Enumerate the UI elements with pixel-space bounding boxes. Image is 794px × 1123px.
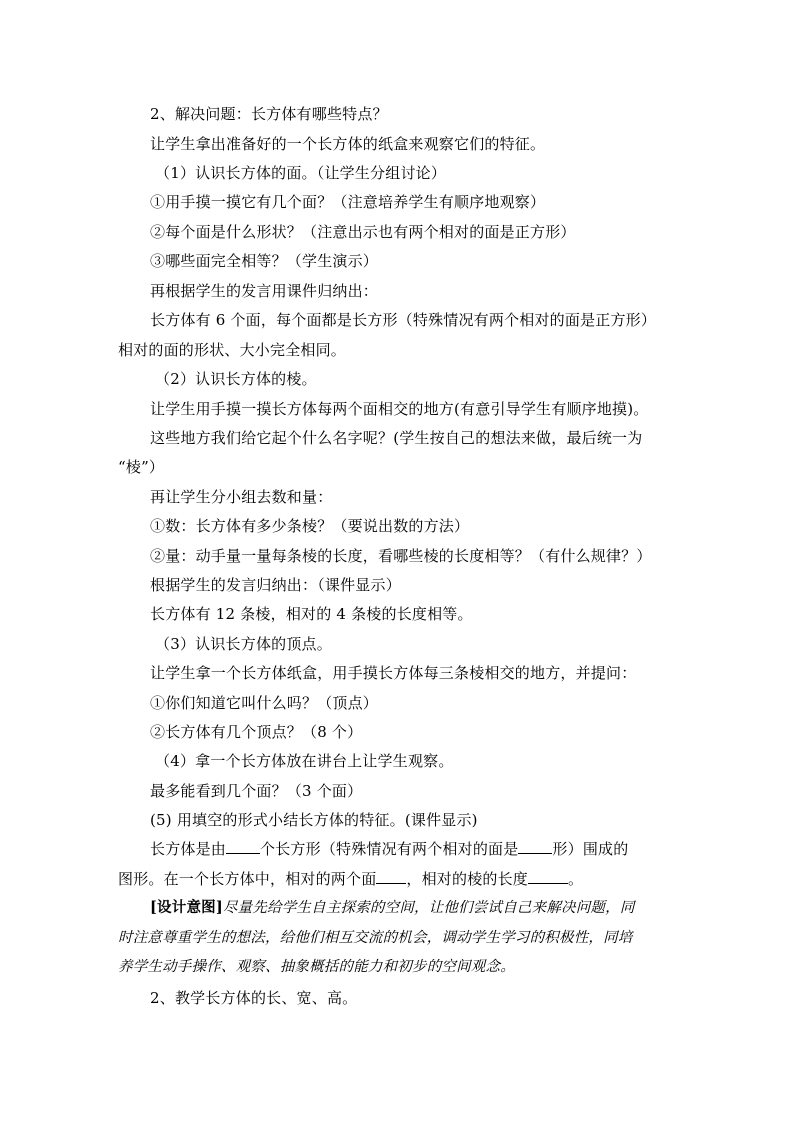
design-intent-line: 时注意尊重学生的想法，给他们相互交流的机会，调动学生学习的积极性，同培 [118, 930, 633, 946]
fill-in-text: ，相对的棱的长度 [406, 870, 529, 888]
paragraph-line: 让学生用手摸一摸长方体每两个面相交的地方(有意引导学生有顺序地摸)。 [150, 400, 649, 418]
fill-in-text: 形）围成的 [552, 840, 629, 858]
paragraph-line: 再让学生分小组去数和量： [150, 488, 333, 506]
paragraph-line: “棱”） [118, 458, 165, 476]
paragraph-line: ②长方体有几个顶点？（8 个） [150, 723, 363, 741]
paragraph-line: 相对的面的形状、大小完全相同。 [118, 341, 347, 359]
paragraph-line: 根据学生的发言归纳出：（课件显示） [150, 576, 401, 594]
fill-in-line-1 [150, 839, 710, 859]
fill-in-text: 图形。在一个长方体中，相对的两个面 [118, 870, 377, 888]
fill-in-text: 长方体是由 [150, 840, 227, 858]
paragraph-line: ③哪些面完全相等？（学生演示） [150, 252, 379, 270]
subsection-heading: （1）认识长方体的面。（让学生分组讨论） [155, 164, 447, 182]
paragraph-line: ②量：动手量一量每条棱的长度，看哪些棱的长度相等？（有什么规律？） [150, 547, 652, 565]
fill-in-text: 个长方形（特殊情况有两个相对的面是 [260, 840, 519, 858]
design-intent-line [150, 898, 710, 918]
design-intent-label: [设计意图] [150, 899, 223, 916]
fill-in-text: 。 [568, 870, 584, 888]
paragraph-line: 让学生拿一个长方体纸盒，用手摸长方体每三条棱相交的地方，并提问： [150, 664, 637, 682]
subsection-heading: （3）认识长方体的顶点。 [155, 635, 332, 653]
fill-in-blank [226, 839, 260, 854]
paragraph-line: 让学生拿出准备好的一个长方体的纸盒来观察它们的特征。 [150, 135, 546, 153]
subsection-heading: （2）认识长方体的棱。 [155, 370, 317, 388]
paragraph-line: ①用手摸一摸它有几个面？（注意培养学生有顺序地观察） [150, 193, 546, 211]
paragraph-line: ①数：长方体有多少条棱？（要说出数的方法） [150, 517, 470, 535]
paragraph-line: ②每个面是什么形状？（注意出示也有两个相对的面是正方形） [150, 223, 576, 241]
fill-in-blank [528, 869, 568, 884]
paragraph-line: 再根据学生的发言用课件归纳出： [150, 282, 379, 300]
paragraph-line: 这些地方我们给它起个什么名字呢？(学生按自己的想法来做，最后统一为 [150, 429, 643, 447]
design-intent-text: 尽量先给学生自主探索的空间，让他们尝试自己来解决问题，同 [222, 900, 635, 916]
subsection-heading: （4）拿一个长方体放在讲台上让学生观察。 [155, 752, 454, 770]
fill-in-line-2 [118, 869, 678, 889]
fill-in-blank [376, 869, 406, 884]
section-heading: 2、解决问题：长方体有哪些特点？ [150, 105, 388, 123]
paragraph-line: 长方体有 12 条棱，相对的 4 条棱的长度相等。 [150, 605, 473, 623]
fill-in-blank [518, 839, 552, 854]
paragraph-line: 最多能看到几个面？（3 个面） [150, 782, 363, 800]
subsection-heading: (5) 用填空的形式小结长方体的特征。(课件显示) [150, 811, 478, 829]
paragraph-line: 长方体有 6 个面，每个面都是长方形（特殊情况有两个相对的面是正方形） [150, 311, 657, 329]
section-heading: 2、教学长方体的长、宽、高。 [150, 989, 358, 1007]
paragraph-line: ①你们知道它叫什么吗？（顶点） [150, 694, 379, 712]
design-intent-line: 养学生动手操作、观察、抽象概括的能力和初步的空间观念。 [118, 959, 515, 975]
